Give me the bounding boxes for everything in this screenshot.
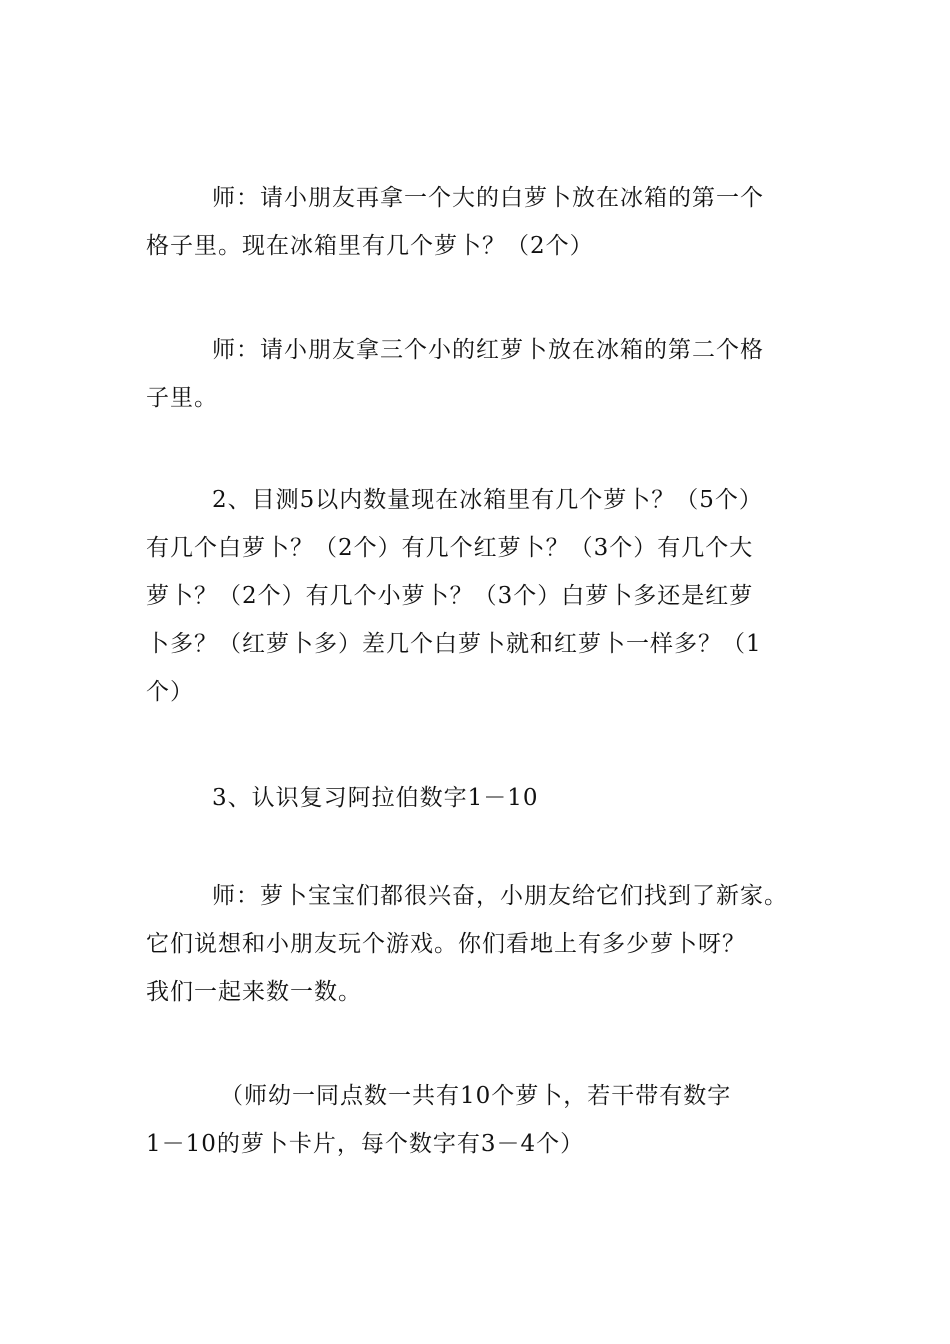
- paragraph-step-3-heading: [146, 774, 811, 822]
- text-line: 它们说想和小朋友玩个游戏。你们看地上有多少萝卜呀？: [146, 931, 746, 957]
- text-line: 师：萝卜宝宝们都很兴奋，小朋友给它们找到了新家。: [212, 883, 788, 909]
- text-line: 3、认识复习阿拉伯数字1－10: [212, 785, 539, 811]
- text-line: 格子里。现在冰箱里有几个萝卜？（2个）: [146, 233, 594, 259]
- paragraph-teacher-game: [146, 872, 811, 1016]
- text-line: 卜多？（红萝卜多）差几个白萝卜就和红萝卜一样多？（1: [146, 631, 762, 657]
- paragraph-counting-note: [146, 1072, 811, 1168]
- text-line: 2、目测5以内数量现在冰箱里有几个萝卜？（5个）: [212, 487, 763, 513]
- text-line: （师幼一同点数一共有10个萝卜，若干带有数字: [220, 1083, 732, 1109]
- paragraph-step-2-estimation: [146, 476, 811, 716]
- paragraph-teacher-white-radish: [146, 174, 811, 270]
- text-line: 师：请小朋友再拿一个大的白萝卜放在冰箱的第一个: [212, 185, 764, 211]
- text-line: 子里。: [146, 385, 218, 411]
- paragraph-teacher-red-radish: [146, 326, 811, 422]
- text-line: 萝卜？（2个）有几个小萝卜？（3个）白萝卜多还是红萝: [146, 583, 754, 609]
- text-line: 师：请小朋友拿三个小的红萝卜放在冰箱的第二个格: [212, 337, 764, 363]
- text-line: 有几个白萝卜？（2个）有几个红萝卜？（3个）有几个大: [146, 535, 754, 561]
- text-line: 1－10的萝卜卡片，每个数字有3－4个）: [146, 1131, 585, 1157]
- text-line: 个）: [146, 679, 194, 705]
- text-line: 我们一起来数一数。: [146, 979, 362, 1005]
